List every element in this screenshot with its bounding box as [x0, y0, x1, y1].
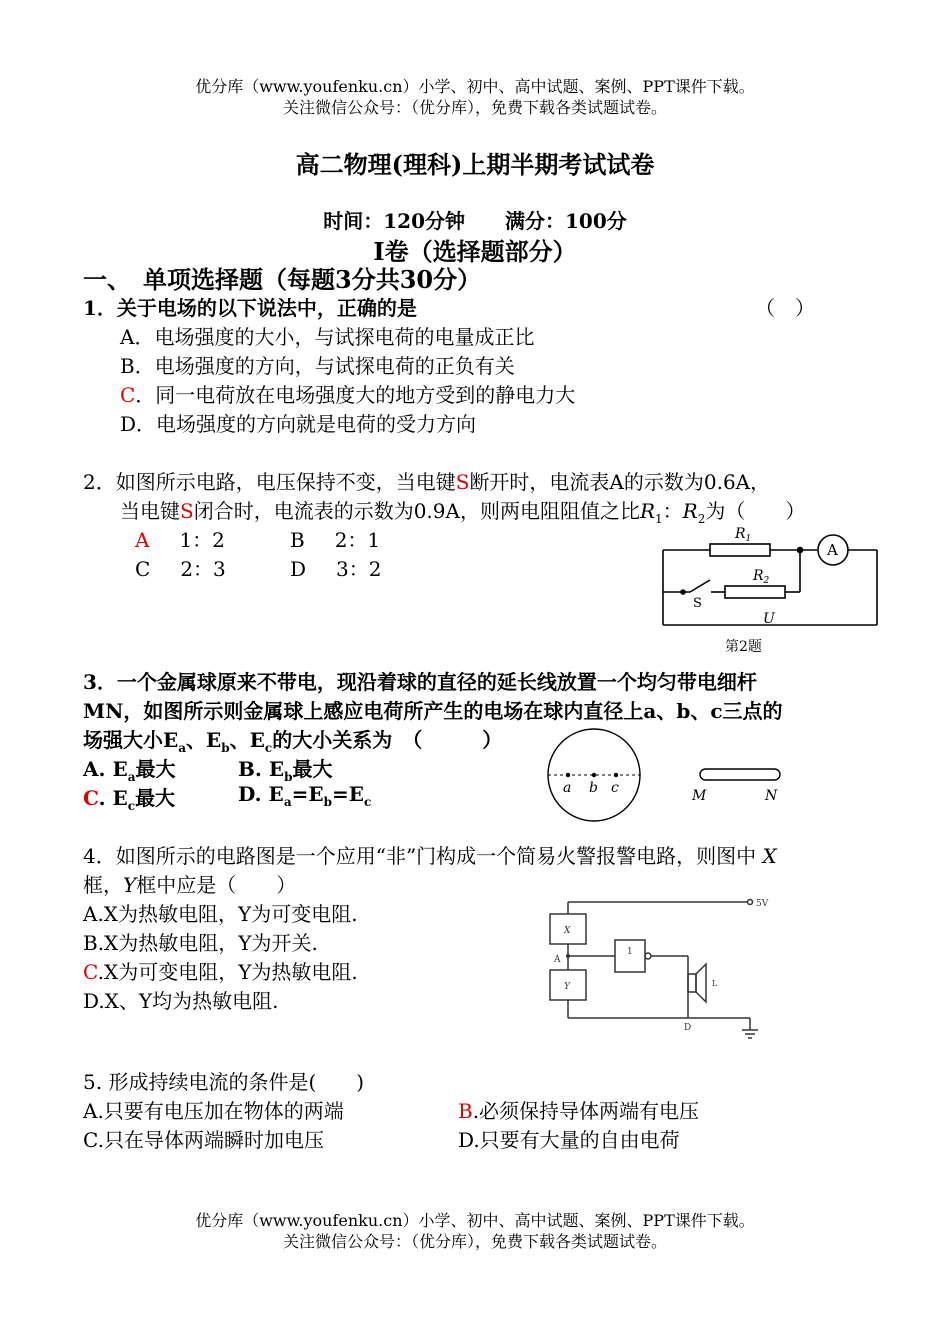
point-b-label: b: [589, 780, 598, 796]
q3-text: =E: [332, 782, 365, 806]
q3-option-b: [238, 753, 332, 784]
q4-x: X: [762, 844, 777, 868]
q3-sub: a: [178, 741, 187, 755]
q4-answer-letter: C: [83, 960, 98, 984]
q3-sub: c: [127, 799, 136, 813]
q2-line-1: [83, 466, 770, 495]
q4-option-c: [83, 956, 358, 985]
q2-answer-letter: A: [135, 528, 150, 552]
q2-option-b-letter: B: [290, 528, 305, 552]
q4-text: 4．如图所示的电路图是一个应用“非”门构成一个简易火警报警电路，则图中: [83, 844, 757, 868]
q4-y: Y: [123, 873, 137, 897]
q3-text: =E: [291, 782, 324, 806]
q3-option-a: [83, 753, 175, 784]
q2-switch-label: S: [180, 499, 194, 523]
q5-option-c: C.只在导体两端瞬时加电压: [83, 1128, 324, 1152]
q2-option-b: [290, 524, 380, 553]
fig-switch-label: S: [693, 596, 702, 611]
q2-text: 断开时，电流表A的示数为0.6A，: [469, 470, 771, 494]
q3-line-2: MN，如图所示则金属球上感应电荷所产生的电场在球内直径上a、b、c三点的: [83, 699, 783, 723]
q2-text: 当电键: [120, 499, 180, 523]
q3-sub: c: [364, 795, 372, 809]
q1-option-c-text: ．同一电荷放在电场强度大的地方受到的静电力大: [135, 383, 576, 407]
q1-option-c: [120, 379, 575, 408]
q5-option-a: A.只要有电压加在物体的两端: [83, 1099, 344, 1123]
q4-option-d: D.X、Y均为热敏电阻.: [83, 989, 279, 1013]
q2-option-a-value: 1：2: [179, 528, 225, 552]
point-c-label: c: [611, 780, 619, 796]
header-line-1: 优分库（www.youfenku.cn）小学、初中、高中试题、案例、PPT课件下载。: [195, 77, 755, 96]
fig-u-label: U: [763, 611, 775, 627]
footer-line-1: 优分库（www.youfenku.cn）小学、初中、高中试题、案例、PPT课件下载。: [195, 1211, 755, 1230]
point-a-label: a: [563, 780, 572, 796]
gate-label: 1: [627, 947, 633, 957]
switch-icon: [690, 580, 710, 592]
section-heading: 一、 单项选择题（每题3分共30分）: [83, 265, 482, 294]
q5-option-b: [458, 1095, 699, 1124]
q4-option-a: A.X为热敏电阻，Y为可变电阻.: [83, 902, 358, 926]
box-y-label: Y: [564, 982, 570, 992]
q3-sphere-rod-figure: [540, 728, 790, 823]
fig-ammeter-label: A: [827, 541, 838, 559]
q5-answer-letter: B: [458, 1099, 473, 1123]
q3-answer-letter: C: [83, 786, 99, 810]
q2-option-c-value: 2：3: [180, 557, 226, 581]
box-x-label: X: [564, 926, 571, 936]
q1-option-d: D．电场强度的方向就是电荷的受力方向: [120, 412, 477, 436]
q2-option-b-value: 2：1: [334, 528, 381, 552]
q2-r2: R: [682, 499, 698, 523]
charged-rod: [700, 769, 780, 780]
q2-circuit-figure: [655, 520, 890, 660]
q3-text: 最大: [292, 757, 333, 781]
bell-label: L: [712, 979, 718, 988]
q1-answer-paren: （ ）: [755, 296, 815, 320]
q2-option-c-letter: C: [135, 557, 151, 581]
q4-option-b: B.X为热敏电阻，Y为开关.: [83, 931, 318, 955]
q4-line-1: [83, 840, 777, 869]
q1-answer-letter: C: [120, 383, 136, 407]
fig-r1-label: $R_1$: [735, 526, 752, 544]
supply-label: 5V: [756, 899, 769, 909]
q2-text: 闭合时，电流表的示数为0.9A，则两电阻阻值之比: [193, 499, 640, 523]
node-d-label: D: [684, 1023, 692, 1033]
q4-text: 框，: [83, 873, 123, 897]
rod-m-label: M: [692, 788, 707, 804]
q3-text: B. E: [238, 757, 285, 781]
q3-option-c: [83, 782, 175, 813]
q3-line-3: [83, 724, 502, 755]
q3-sub: b: [284, 770, 293, 784]
rod-n-label: N: [765, 788, 778, 804]
q2-option-a: [135, 524, 225, 553]
q2-text: 2．如图所示电路，电压保持不变，当电键: [83, 470, 456, 494]
q3-text: A. E: [83, 757, 128, 781]
fig-r2-label: $R_2$: [753, 568, 770, 586]
q3-sub: b: [221, 741, 230, 755]
resistor-r2: [725, 586, 785, 598]
q3-text: 、E: [186, 728, 222, 752]
q2-option-d-value: 3：2: [336, 557, 382, 581]
q5-text: .必须保持导体两端有电压: [472, 1099, 700, 1123]
q2-option-c: [135, 553, 226, 582]
q1-option-b: B．电场强度的方向，与试探电荷的正负有关: [120, 354, 515, 378]
q3-text: . E: [98, 786, 128, 810]
part-title: Ⅰ卷（选择题部分）: [373, 237, 577, 266]
q3-text: 、E: [229, 728, 265, 752]
q1-stem: 1．关于电场的以下说法中，正确的是: [83, 296, 417, 320]
q3-text: 最大: [135, 757, 176, 781]
q3-sub: b: [323, 795, 332, 809]
node-a-label: A: [554, 955, 561, 965]
q3-sub: a: [283, 795, 292, 809]
exam-meta: 时间：120分钟 满分：100分: [323, 209, 627, 233]
q2-r1: R: [639, 499, 656, 523]
q5-option-d: D.只要有大量的自由电荷: [458, 1128, 680, 1152]
q2-option-d: [290, 553, 382, 582]
fig-caption: 第2题: [725, 639, 762, 655]
q1-option-a: A．电场强度的大小，与试探电荷的电量成正比: [120, 325, 535, 349]
q3-text: 场强大小E: [83, 728, 179, 752]
footer-line-2: 关注微信公众号：（优分库），免费下载各类试题试卷。: [282, 1232, 667, 1251]
q3-text: D. E: [238, 782, 284, 806]
q3-option-d: [238, 782, 371, 809]
q3-sub: a: [127, 770, 136, 784]
q2-switch-label: S: [455, 470, 470, 494]
q4-alarm-circuit-figure: [540, 888, 780, 1048]
q2-colon: ：: [662, 499, 683, 523]
page-title: 高二物理(理科)上期半期考试试卷: [295, 150, 655, 179]
q4-text: 框中应是（ ）: [136, 873, 297, 897]
q3-line-1: 3．一个金属球原来不带电，现沿着球的直径的延长线放置一个均匀带电细杆: [83, 670, 757, 694]
q3-text: 最大: [135, 786, 176, 810]
q3-sub: c: [264, 741, 273, 755]
q2-r2-sub: 2: [697, 512, 706, 526]
q2-r1-sub: 1: [655, 512, 663, 526]
header-line-2: 关注微信公众号：（优分库），免费下载各类试题试卷。: [282, 98, 667, 117]
q2-option-d-letter: D: [290, 557, 307, 581]
q3-text: 的大小关系为 （ ）: [272, 728, 503, 752]
q4-line-2: [83, 869, 296, 898]
bell-icon: [688, 974, 696, 992]
q4-text: .X为可变电阻，Y为热敏电阻.: [97, 960, 358, 984]
q5-stem: 5. 形成持续电流的条件是( ): [83, 1070, 365, 1094]
resistor-r1: [710, 544, 770, 556]
q2-text: 为（ ）: [705, 499, 806, 523]
